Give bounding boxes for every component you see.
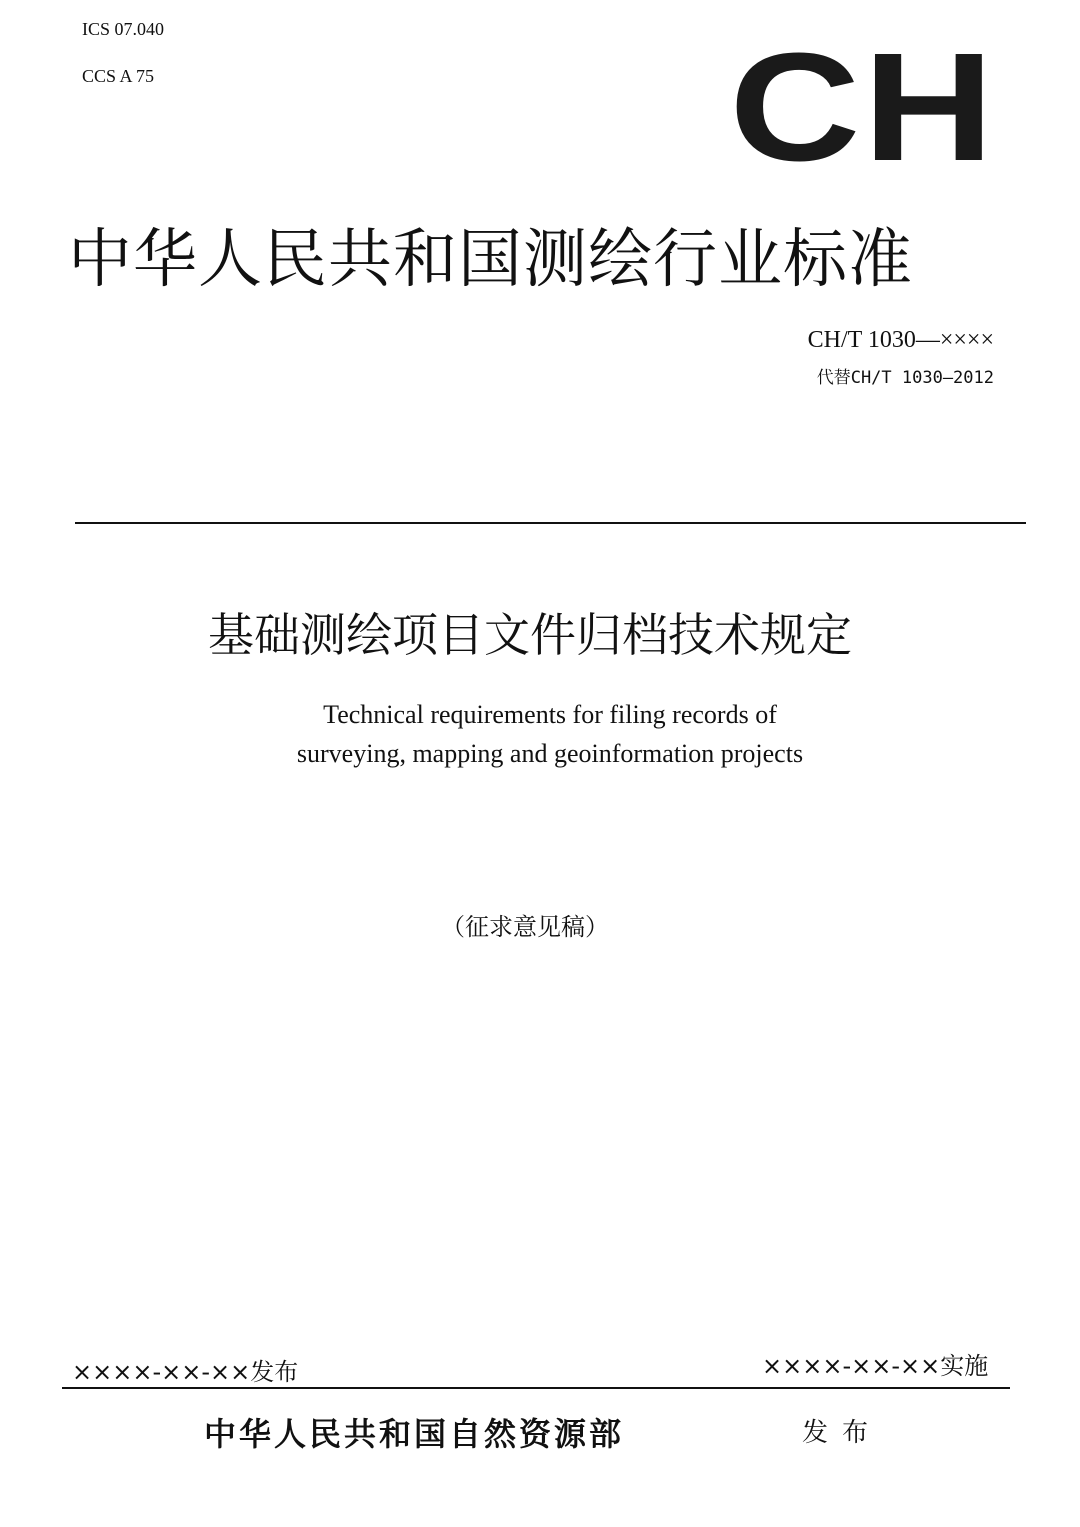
document-title-zh: 基础测绘项目文件归档技术规定 <box>208 608 852 662</box>
ch-logo: CH <box>728 21 996 193</box>
ccs-code: CCS A 75 <box>82 66 155 86</box>
ics-code: ICS 07.040 <box>82 19 165 39</box>
bottom-divider <box>62 1387 1010 1389</box>
publisher: 中华人民共和国自然资源部 <box>204 1415 625 1453</box>
standard-code: CH/T 1030—×××× <box>807 327 994 353</box>
issue-date: ××××-××-××发布 <box>72 1358 299 1386</box>
document-title-en-line2: surveying, mapping and geoinformation projects <box>296 739 804 768</box>
document-title-en-line1: Technical requirements for filing records of <box>323 700 777 729</box>
publish-label: 发布 <box>802 1418 883 1448</box>
replaces-standard: 代替CH/T 1030—2012 <box>816 368 994 388</box>
draft-status: （征求意见稿） <box>441 913 609 941</box>
top-divider <box>75 522 1026 524</box>
standard-title: 中华人民共和国测绘行业标准 <box>68 223 913 297</box>
implementation-date: ××××-××-××实施 <box>762 1352 989 1380</box>
